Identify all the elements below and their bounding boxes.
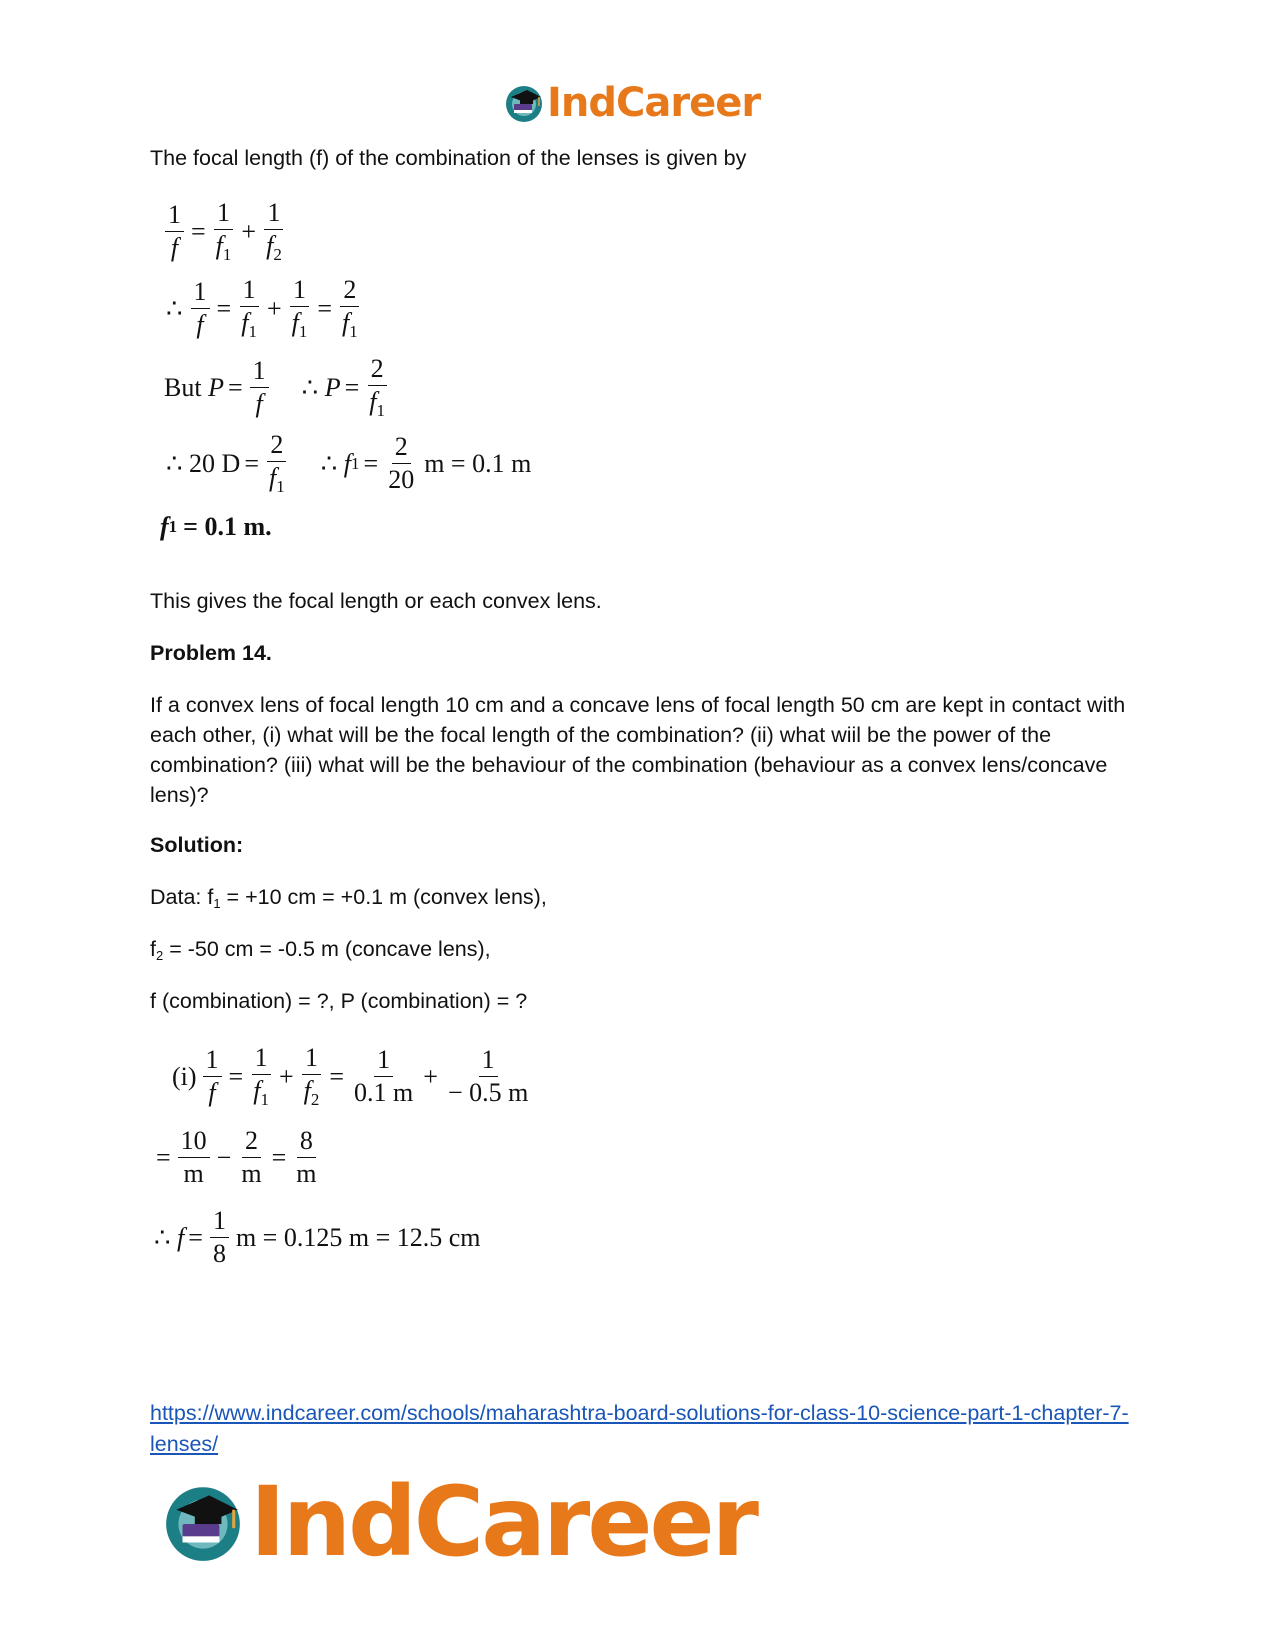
equation-f-result: ∴ f = $\frac{1}{8}$ m = 0.125 m = 12.5 cm <box>154 1206 481 1268</box>
data-line-unknowns: f (combination) = ?, P (combination) = ? <box>150 989 528 1013</box>
logo-wordmark: IndCareer <box>547 80 761 126</box>
equation-power: But P = $\frac{1}{f}$ ∴ P = $\frac{2}{f_1}$ <box>164 354 385 420</box>
problem-statement: If a convex lens of focal length 10 cm and a concave lens of focal length 50 cm are kept in contact with each other, (i) what will be the focal length of the combination? (ii) what wiil be the power of the combination? (iii) what will be the behaviour of the combination (behaviour as a convex lens/concave lens)? <box>150 693 1126 807</box>
equation-equal-lenses: ∴ $\frac{1}{f}$ = $\frac{1}{f_1}$ + $\frac{1}{f_1}$ = $\frac{2}{f_1}$ <box>166 275 358 341</box>
solution-heading: Solution: <box>150 833 244 857</box>
equation-f1-result: f 1 = 0.1 m. <box>160 512 272 541</box>
equation-solve-f1: ∴ 20 D = $\frac{2}{f_1}$ ∴ f 1 = $\frac{2}{20}$ m = 0.1 m <box>166 430 532 496</box>
conclusion-paragraph: This gives the focal length or each convex lens. <box>150 589 602 613</box>
equation-lens-formula: $\frac{1}{f}$ = $\frac{1}{f_1}$ + $\frac{1}{f_2}$ <box>162 200 288 263</box>
graduation-cap-icon <box>160 1479 246 1565</box>
equation-simplify: = $\frac{10}{m}$ − $\frac{2}{m}$ = $\frac{8}{m}$ <box>156 1126 317 1188</box>
data-line-f2: $f_2 = -50$ cm = -0.5 m (concave lens), <box>150 937 491 963</box>
header-logo <box>503 80 760 126</box>
source-link[interactable]: https://www.indcareer.com/schools/maharashtra-board-solutions-for-class-10-science-part-1-chapter-7-lenses/ <box>150 1401 1129 1456</box>
data-line-f1: Data: $f_1 = +10$ cm = +0.1 m (convex lens), <box>150 885 547 911</box>
intro-paragraph: The focal length (f) of the combination of the lenses is given by <box>150 146 747 170</box>
logo-wordmark: IndCareer <box>250 1466 756 1578</box>
graduation-cap-icon <box>503 82 545 124</box>
equation-combination: (i) $\frac{1}{f}$ = $\frac{1}{f_1}$ + $\frac{1}{f_2}$ = $\frac{1}{0.1 m}$ + $\frac{1}{- 0.5 m}$ <box>172 1043 529 1109</box>
problem-heading: Problem 14. <box>150 641 272 665</box>
footer-logo <box>160 1466 756 1578</box>
